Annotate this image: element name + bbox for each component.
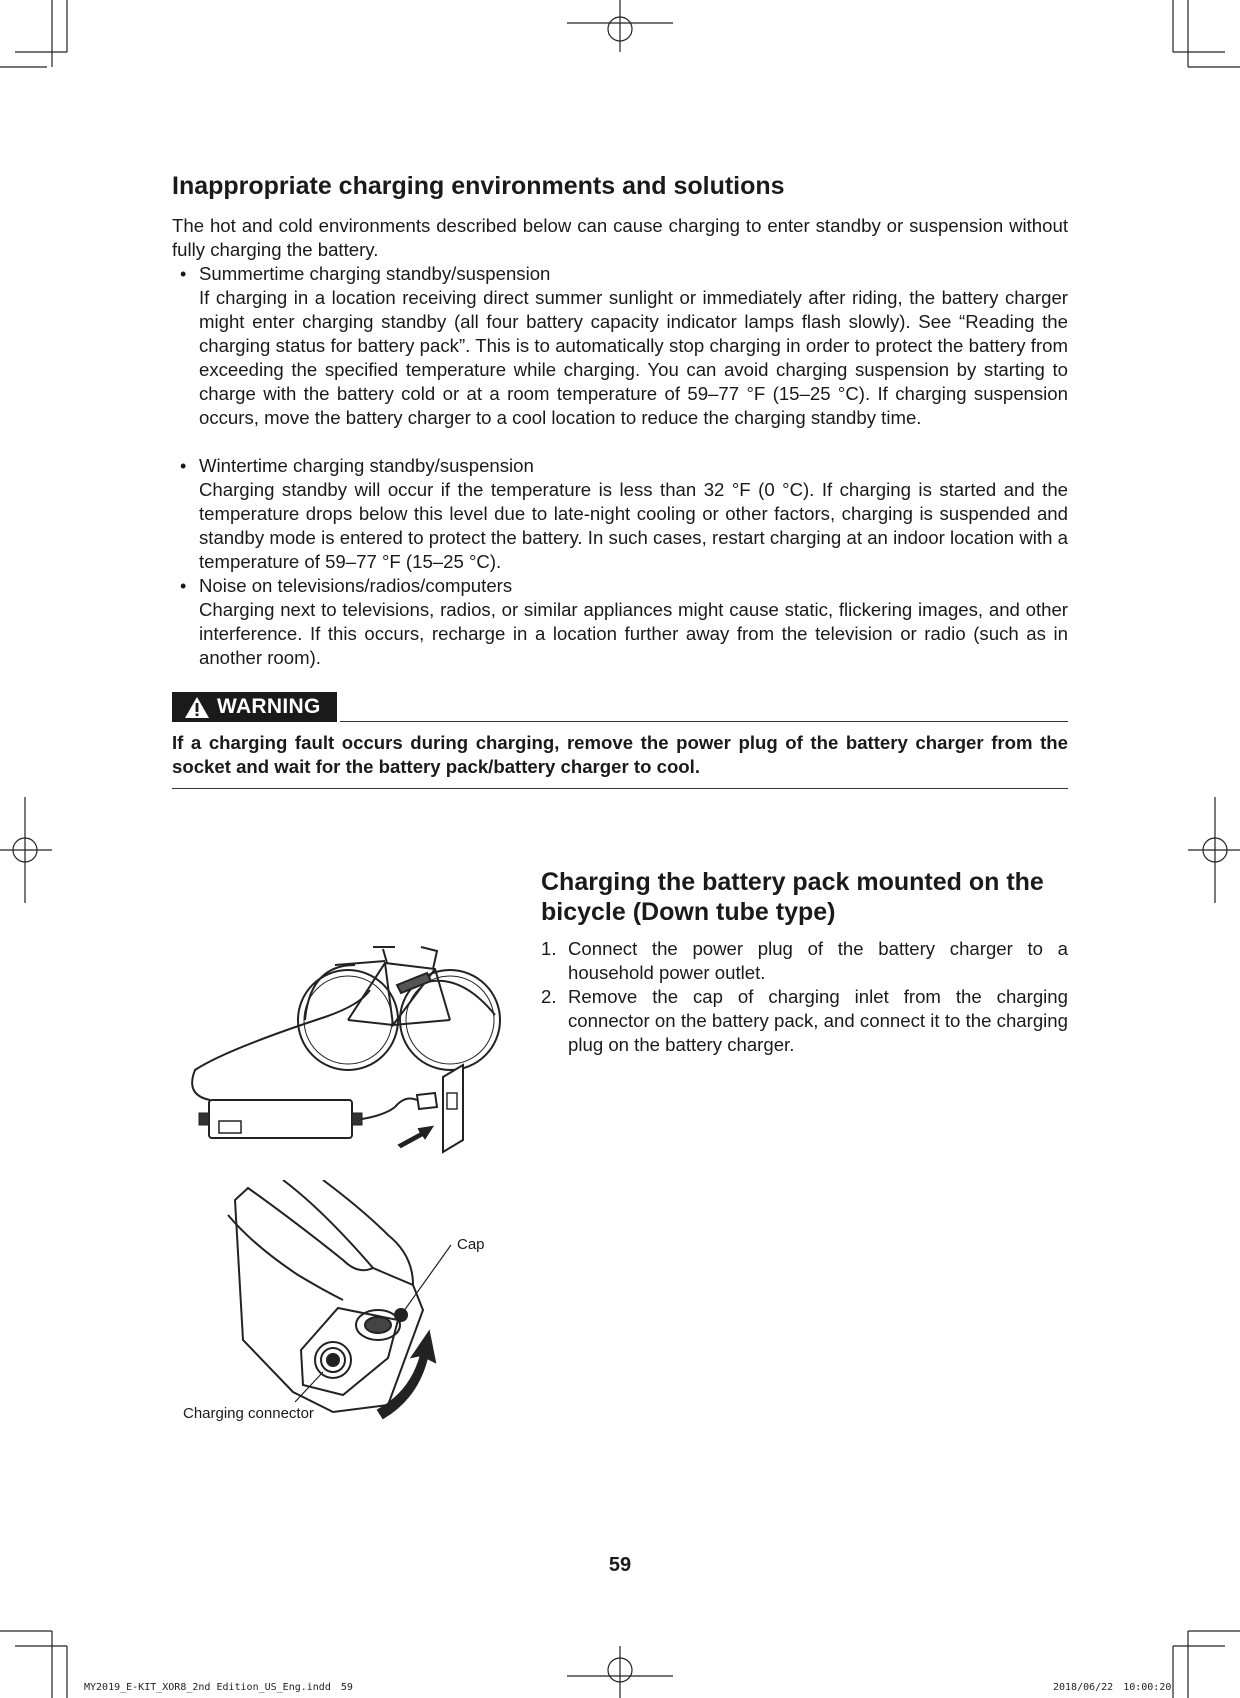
footer-date-slug: 2018/06/22 10:00:20 — [1053, 1682, 1172, 1693]
page-number: 59 — [608, 1554, 632, 1576]
step-text: Connect the power plug of the battery charger to a household power outlet. — [568, 938, 1068, 983]
bicycle-charger-illustration — [185, 935, 505, 1170]
figure-label-cap: Cap — [457, 1236, 485, 1253]
warning-bottom-rule — [172, 788, 1068, 789]
footer-file-slug: MY2019_E-KIT_XOR8_2nd Edition_US_Eng.indd 59 — [84, 1682, 353, 1693]
bullet-dot-icon: • — [180, 456, 187, 476]
step-number: 2. — [541, 986, 557, 1007]
intro-paragraph: The hot and cold environments described below can cause charging to enter standby or suspension without fully charging the battery. — [172, 215, 1068, 260]
bullet-dot-icon: • — [180, 576, 187, 596]
warning-triangle-icon — [184, 696, 210, 719]
section-heading-down-tube-charging: Charging the battery pack mounted on the bicycle (Down tube type) — [541, 868, 1044, 926]
warning-text: If a charging fault occurs during charging, remove the power plug of the battery charger from the socket and wait for the battery pack/battery charger to cool. — [172, 732, 1068, 777]
warning-badge — [172, 692, 337, 722]
step-text: Remove the cap of charging inlet from the charging connector on the battery pack, and connect it to the charging plug on the battery charger. — [568, 986, 1068, 1055]
section-heading-charging-environments: Inappropriate charging environments and solutions — [172, 172, 785, 200]
bullet-body: If charging in a location receiving direct summer sunlight or immediately after riding, the battery charger might enter charging standby (all four battery capacity indicator lamps flash slowly). See “Reading the charging status for battery pack”. This is to automatically stop charging in order to protect the battery from exceeding the specified temperature while charging. You can avoid charging suspension by starting to charge with the battery cold or at a room temperature of 59–77 °F (15–25 °C). If charging suspension occurs, move the battery charger to a cool location to reduce the charging standby time. — [199, 287, 1068, 428]
bullet-title: Noise on televisions/radios/computers — [199, 575, 513, 596]
bullet-body: Charging next to televisions, radios, or similar appliances might cause static, flickering images, and other interference. If this occurs, recharge in a location further away from the television or radio (such as in another room). — [199, 599, 1068, 668]
charging-connector-illustration — [183, 1180, 513, 1420]
bullet-title: Summertime charging standby/suspension — [199, 263, 551, 284]
figure-label-charging-connector: Charging connector — [183, 1405, 314, 1422]
warning-top-rule — [340, 721, 1068, 722]
bullet-title: Wintertime charging standby/suspension — [199, 455, 534, 476]
warning-label: WARNING — [217, 695, 321, 718]
step-number: 1. — [541, 938, 557, 959]
bullet-dot-icon: • — [180, 264, 187, 284]
bullet-body: Charging standby will occur if the temperature is less than 32 °F (0 °C). If charging is started and the temperature drops below this level due to late-night cooling or other factors, charging is suspended and standby mode is entered to protect the battery. In such cases, restart charging at an indoor location with a temperature of 59–77 °F (15–25 °C). — [199, 479, 1068, 572]
